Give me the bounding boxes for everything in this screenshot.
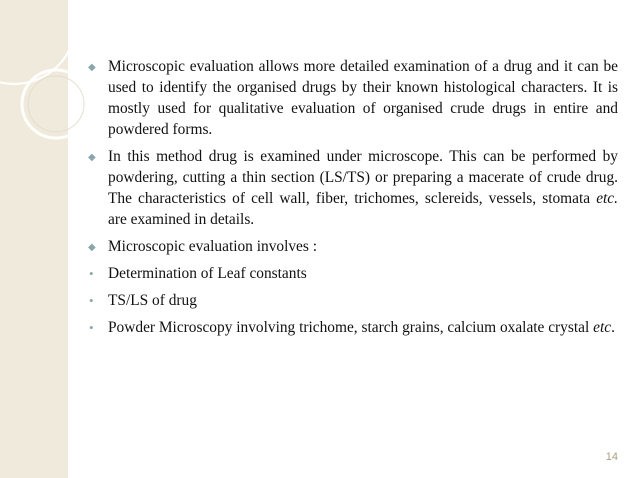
decorative-ring-small <box>22 70 90 138</box>
sub-bullet-powder-microscopy <box>88 317 618 338</box>
bullet-text: Microscopic evaluation allows more detailed examination of a drug and it can be used to identify the organised drugs by their known histological characters. It is mostly used for qualitative evaluation of organised crude drugs in entire and powdered forms. <box>108 58 618 138</box>
bullet-text <box>108 146 618 230</box>
bullet-text <box>108 317 618 338</box>
bullet-text-part: . <box>611 319 615 336</box>
dot-bullet-icon: • <box>89 320 94 335</box>
bullet-point-method <box>88 146 618 230</box>
page-number: 14 <box>605 451 618 463</box>
bullet-text-part: are examined in details. <box>108 211 255 228</box>
bullet-point-involves <box>88 236 618 257</box>
sub-bullet-leaf-constants <box>88 263 618 284</box>
slide-body <box>88 56 618 344</box>
italic-etc: etc <box>593 319 612 336</box>
bullet-text: TS/LS of drug <box>108 292 197 309</box>
dot-bullet-icon: • <box>89 293 94 308</box>
bullet-point-microscopic-evaluation <box>88 56 618 140</box>
sub-bullet-ts-ls <box>88 290 618 311</box>
diamond-bullet-icon: ◆ <box>88 62 96 73</box>
bullet-text: Microscopic evaluation involves : <box>108 238 318 255</box>
bullet-text: Determination of Leaf constants <box>108 265 307 282</box>
decorative-ring-inner <box>28 76 84 132</box>
decorative-rings <box>0 0 90 160</box>
bullet-text-part: Powder Microscopy involving trichome, starch grains, calcium oxalate crystal <box>108 319 594 336</box>
bullet-text-part: In this method drug is examined under microscope. This can be performed by powdering, cutting a thin section (LS/TS) or preparing a macerate of crude drug. The characteristics of cell wall, fiber, trichomes, sclereids, vessels, stomata <box>108 148 618 207</box>
diamond-bullet-icon: ◆ <box>88 152 96 163</box>
italic-etc: etc. <box>596 190 618 207</box>
diamond-bullet-icon: ◆ <box>88 242 96 253</box>
dot-bullet-icon: • <box>89 266 94 281</box>
